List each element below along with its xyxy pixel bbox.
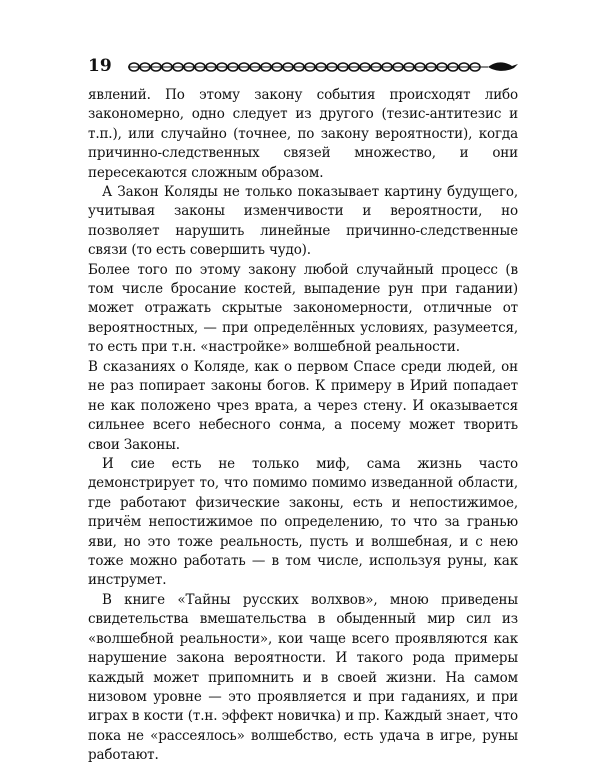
paragraph: В сказаниях о Коляде, как о первом Спасе среди людей, он не раз попирает законы богов. К примеру в Ирий попадает не как положено чрез врата, а через стену. И оказывается сильнее всего небесного сонма, а посему может творить свои Законы. [88, 359, 518, 453]
paragraph: Более того по этому закону любой случайный процесс (в том числе бросание костей, выпадение рун при гадании) может отражать скрытые закономерности, отличные от вероятностных, — при определённых условиях, разумеется, то есть при т.н. «настройке» волшебной реальности. [88, 261, 518, 356]
header-ornament [128, 60, 518, 74]
paragraph: А Закон Коляды не только показывает картину будущего, учитывая законы изменчивости и вероятности, но позволяет нарушить линейные причинно-следственные связи (то есть совершить чудо). [88, 184, 518, 259]
text-block-bottom [88, 358, 518, 766]
paragraph: В книге «Тайны русских волхвов», мною приведены свидетельства вмешательства в обыденный мир сил из «волшебной реальности», кои чаще всего проявляются как нарушение закона вероятности. И такого рода примеры каждый может припомнить и в своей жизни. На самом низовом уровне — это проявляется и при гаданиях, и при играх в кости (т.н. эффект новичка) и пр. Каждый знает, что пока не «рассеялось» волшебство, есть удача в игре, руны работают. [88, 591, 518, 764]
paragraph: явлений. По этому закону события происходят либо закономерно, одно следует из другого (тезис-антитезис и т.п.), или случайно (точнее, по закону вероятности), когда причинно-следственных связей множество, и они пересекаются сложным образом. [88, 87, 518, 181]
page-number: 19 [88, 56, 112, 76]
page-header [88, 54, 518, 78]
paragraph: И сие есть не только миф, сама жизнь часто демонстрирует то, что помимо помимо изведанной области, где работают физические законы, есть и непостижимое, причём непостижимое по определению, то что за гранью яви, но это тоже реальность, пусть и волшебная, и с нею тоже можно работать — в том числе, используя руны, как инструмет. [88, 456, 518, 589]
text-block-top [88, 86, 518, 358]
